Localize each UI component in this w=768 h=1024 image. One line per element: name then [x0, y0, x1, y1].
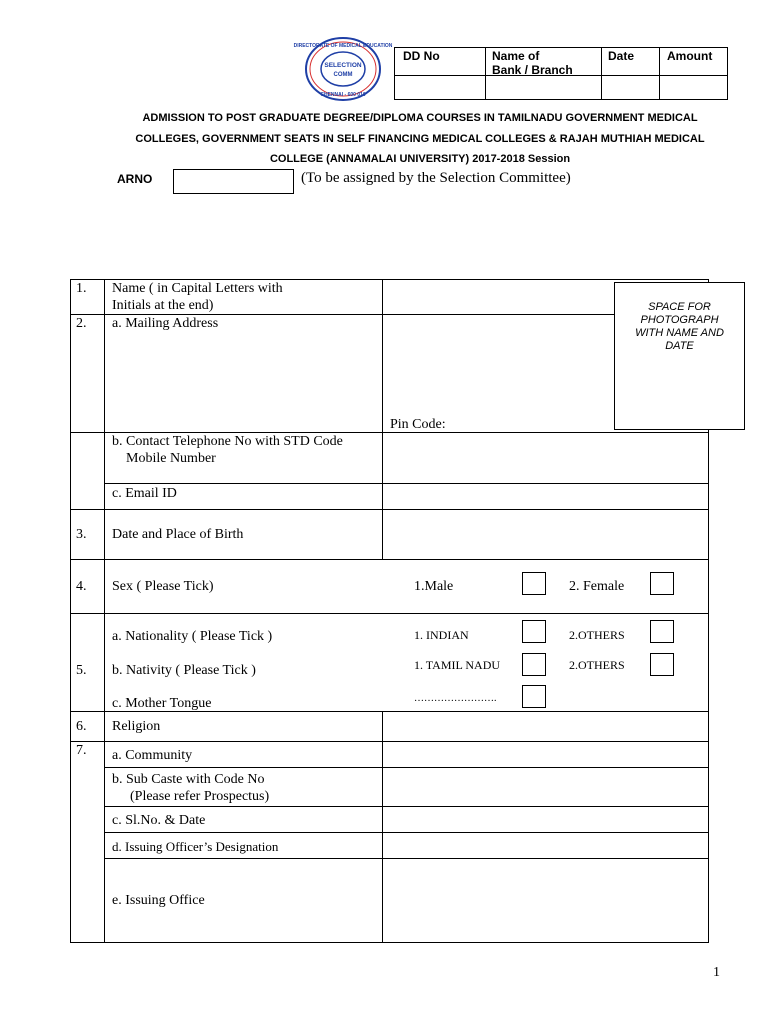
page-title: ADMISSION TO POST GRADUATE DEGREE/DIPLOMA COURSES IN TAMILNADU GOVERNMENT MEDICAL COLLEGES, GOVERNMENT SEATS IN SELF FINANCING MEDICAL COLLEGES & RAJAH MUTHIAH MEDICAL COLLEGE (ANNAMALAI UNIVERSITY) 2017-2018 Session — [135, 112, 705, 165]
sub-caste-note: (Please refer Prospectus) — [130, 789, 270, 804]
row-7-number: 7. — [76, 743, 87, 758]
arno-label: ARNO — [117, 172, 153, 186]
amount-header: Amount — [667, 49, 713, 63]
dd-no-header: DD No — [403, 49, 440, 63]
nationality-others-label: 2.OTHERS — [569, 628, 625, 642]
sl-no-date-label: c. Sl.No. & Date — [112, 813, 206, 828]
photograph-box[interactable] — [614, 282, 745, 430]
nativity-others-checkbox[interactable] — [650, 653, 674, 676]
telephone-label-line1: b. Contact Telephone No with STD Code — [112, 434, 343, 449]
photograph-instructions: SPACE FOR PHOTOGRAPH WITH NAME AND DATE — [635, 301, 724, 352]
issuing-officer-label: d. Issuing Officer’s Designation — [112, 839, 279, 854]
amount-field[interactable] — [660, 76, 727, 99]
community-label: a. Community — [112, 748, 193, 763]
nationality-others-checkbox[interactable] — [650, 620, 674, 643]
issuing-officer-field[interactable] — [383, 833, 707, 856]
mother-tongue-field[interactable] — [522, 685, 546, 708]
sex-label: Sex ( Please Tick) — [112, 579, 214, 594]
sub-caste-field[interactable] — [383, 768, 707, 804]
telephone-field[interactable] — [383, 433, 707, 481]
nativity-others-label: 2.OTHERS — [569, 658, 625, 672]
seal-ring-bottom: CHENNAI - 600 010 — [320, 92, 366, 98]
mailing-address-field[interactable] — [383, 315, 613, 415]
page-number: 1 — [713, 965, 720, 980]
date-header: Date — [608, 49, 635, 63]
tamil-nadu-checkbox[interactable] — [522, 653, 546, 676]
seal-center-line2: COMM — [333, 72, 353, 78]
sub-caste-label: b. Sub Caste with Code No — [112, 772, 265, 787]
name-label-line2: Initials at the end) — [112, 298, 214, 313]
bank-branch-field[interactable] — [486, 76, 601, 99]
seal-ring-top: DIRECTORATE OF MEDICAL EDUCATION — [293, 43, 393, 49]
row-6-number: 6. — [76, 719, 87, 734]
female-option-label: 2. Female — [569, 579, 625, 594]
row-5-number: 5. — [76, 663, 87, 678]
mobile-label: Mobile Number — [126, 451, 216, 466]
row-2-number: 2. — [76, 316, 87, 331]
sl-no-date-field[interactable] — [383, 807, 707, 830]
mother-tongue-dots: ……………………. — [414, 693, 497, 704]
female-checkbox[interactable] — [650, 572, 674, 595]
issuing-office-label: e. Issuing Office — [112, 893, 205, 908]
religion-label: Religion — [112, 719, 161, 734]
row-1-number: 1. — [76, 281, 87, 296]
community-field[interactable] — [383, 742, 707, 766]
nationality-label: a. Nationality ( Please Tick ) — [112, 629, 273, 644]
name-field[interactable] — [383, 281, 613, 312]
indian-checkbox[interactable] — [522, 620, 546, 643]
issuing-office-field[interactable] — [383, 859, 707, 941]
religion-field[interactable] — [383, 712, 707, 740]
date-field[interactable] — [602, 76, 659, 99]
dd-no-field[interactable] — [396, 76, 485, 99]
dd-details-table — [394, 47, 728, 100]
name-label-line1: Name ( in Capital Letters with — [112, 281, 283, 296]
birth-field[interactable] — [383, 510, 707, 557]
male-option-label: 1.Male — [414, 579, 454, 594]
email-label: c. Email ID — [112, 486, 177, 501]
mother-tongue-label: c. Mother Tongue — [112, 696, 212, 711]
seal-center-line1: SELECTION — [324, 62, 362, 69]
indian-option-label: 1. INDIAN — [414, 628, 469, 642]
row-4-number: 4. — [76, 579, 87, 594]
email-field[interactable] — [383, 484, 707, 507]
birth-label: Date and Place of Birth — [112, 527, 244, 542]
tamil-nadu-option-label: 1. TAMIL NADU — [414, 658, 501, 672]
arno-note: (To be assigned by the Selection Committee) — [301, 170, 571, 186]
bank-name-header: Name of Bank / Branch — [492, 49, 573, 77]
mailing-address-label: a. Mailing Address — [112, 316, 219, 331]
nativity-label: b. Nativity ( Please Tick ) — [112, 663, 256, 678]
pin-code-label: Pin Code: — [390, 417, 446, 432]
male-checkbox[interactable] — [522, 572, 546, 595]
arno-field[interactable] — [173, 169, 294, 194]
selection-committee-seal — [293, 37, 393, 101]
row-3-number: 3. — [76, 527, 87, 542]
